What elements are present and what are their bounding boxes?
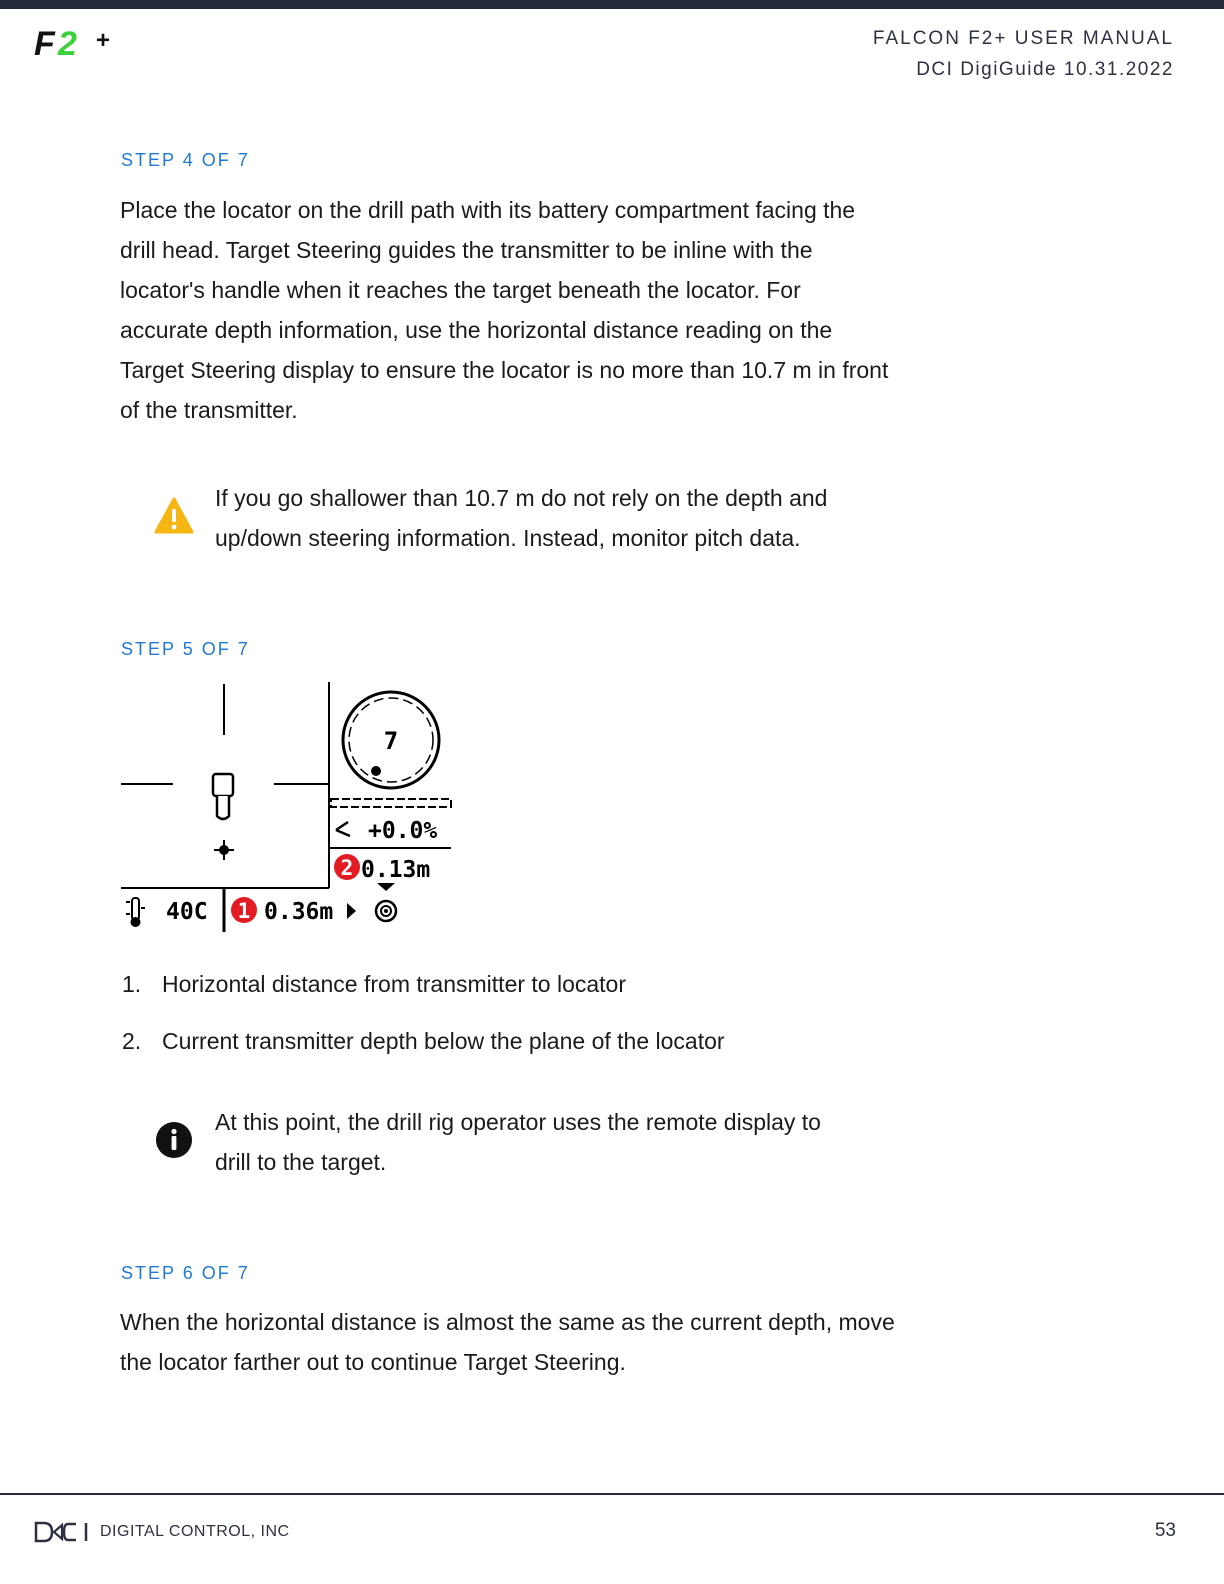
distance-callout-number: 1 [237,899,251,923]
temperature-reading: 40C [166,899,208,925]
step-4-line: Place the locator on the drill path with its battery compartment facing the [120,197,856,223]
temperature-icon [126,898,145,927]
crosshair-lines [121,684,329,784]
header-bar [0,0,1224,9]
svg-text:F: F [34,25,55,60]
target-steering-display [118,680,458,936]
step-6-line: the locator farther out to continue Target Steering. [120,1349,626,1375]
list-item-text: Current transmitter depth below the plane of the locator [162,1028,725,1054]
depth-reading: 0.13m [361,857,431,883]
step-6-label: STEP 6 OF 7 [121,1263,250,1283]
svg-text:2: 2 [58,25,77,60]
locator-icon [213,774,233,819]
step-4-line: Target Steering display to ensure the locator is no more than 10.7 m in front [120,357,889,383]
manual-title: FALCON F2+ USER MANUAL [872,28,1174,49]
step-4-paragraph [120,190,920,430]
header-info [873,24,1174,86]
info-line: drill to the target. [215,1149,387,1175]
callout-legend-list [122,956,725,1070]
pitch-icon [336,822,350,836]
transmitter-target-icon [214,840,234,860]
page-number: 53 [1154,1520,1176,1541]
target-icon [376,901,396,921]
warning-icon [154,497,194,535]
step-4-label: STEP 4 OF 7 [121,150,250,170]
info-line: At this point, the drill rig operator uses the remote display to [215,1109,821,1135]
list-item [122,1013,725,1070]
svg-text:+: + [96,27,111,54]
list-item [122,956,725,1013]
warning-line: up/down steering information. Instead, monitor pitch data. [215,525,801,551]
distance-arrow-icon [347,903,356,919]
step-4-line: accurate depth information, use the horizontal distance reading on the [120,317,833,343]
info-callout [215,1102,875,1182]
depth-callout-number: 2 [340,856,354,880]
list-item-text: Horizontal distance from transmitter to locator [162,971,627,997]
pitch-reading: +0.0% [368,818,438,844]
list-item-number: 1. [122,971,142,997]
manual-subtitle: DCI DigiGuide 10.31.2022 [916,59,1174,80]
step-5-label: STEP 5 OF 7 [121,639,250,659]
step-6-line: When the horizontal distance is almost the same as the current depth, move [120,1309,895,1335]
f2-plus-logo [34,24,126,60]
step-4-line: of the transmitter. [120,397,298,423]
dci-logo [34,1520,92,1544]
depth-pointer-icon [377,883,395,891]
footer-rule [0,1493,1224,1495]
signal-strength-bar [331,799,451,807]
step-6-paragraph [120,1302,920,1382]
horizontal-distance-reading: 0.36m [264,899,334,925]
list-item-number: 2. [122,1028,142,1054]
warning-line: If you go shallower than 10.7 m do not rely on the depth and [215,485,828,511]
info-icon [155,1121,193,1159]
roll-value: 7 [383,727,399,755]
warning-callout [215,478,875,558]
step-4-line: drill head. Target Steering guides the transmitter to be inline with the [120,237,813,263]
step-4-line: locator's handle when it reaches the target beneath the locator. For [120,277,801,303]
footer-company-name: DIGITAL CONTROL, INC [100,1523,290,1540]
